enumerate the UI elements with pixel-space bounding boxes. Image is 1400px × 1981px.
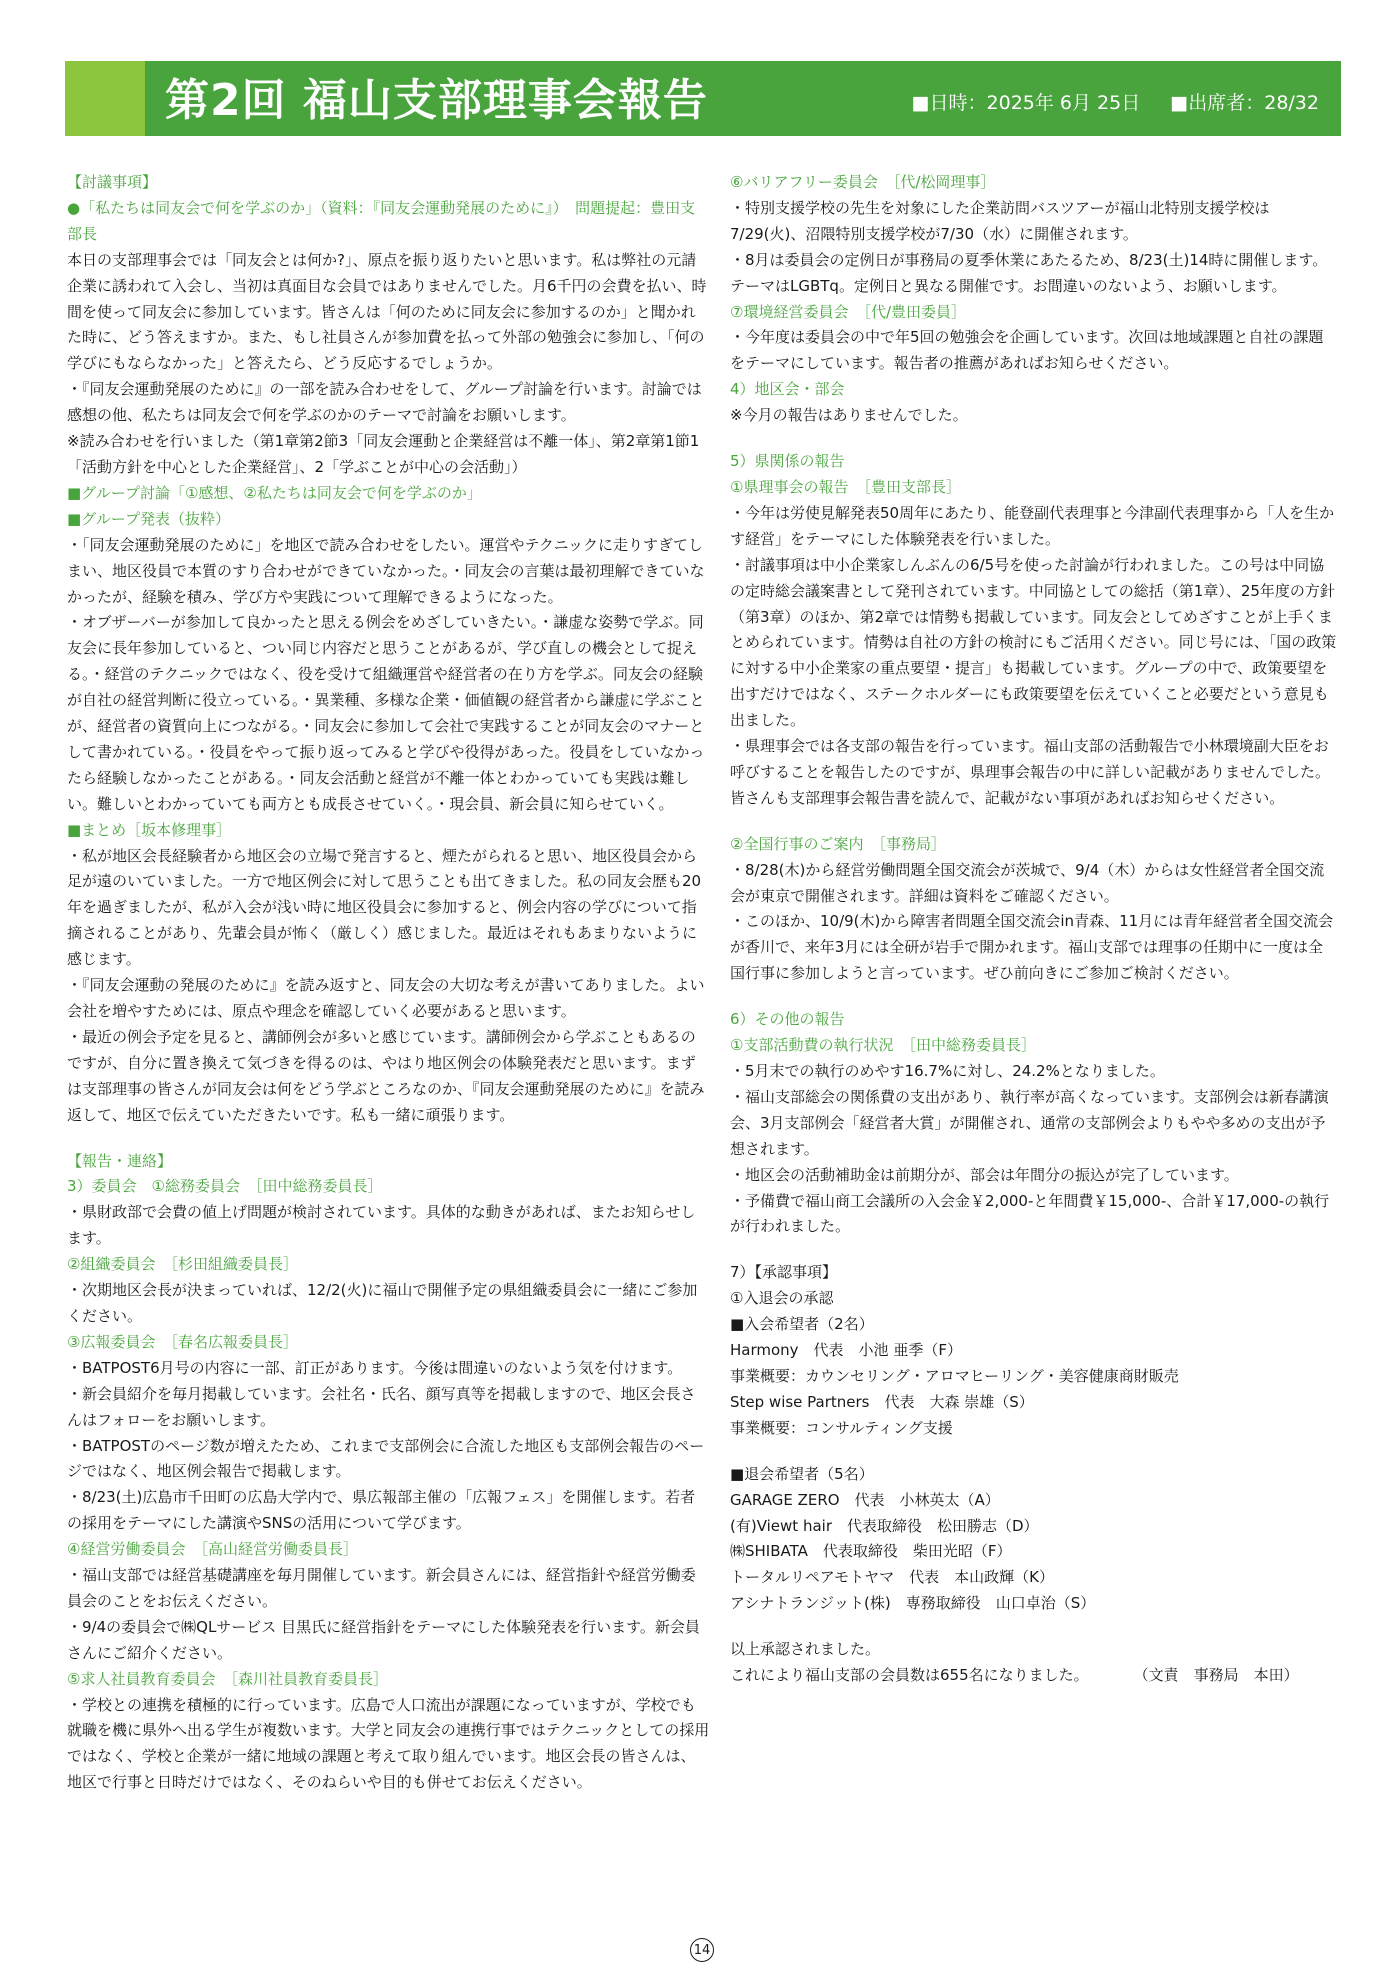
section-heading: ①県理事会の報告 ［豊田支部長］ — [730, 477, 961, 496]
body-paragraph: ・次期地区会長が決まっていれば、12/2(火)に福山で開催予定の県組織委員会に一緒にご参加ください。 — [67, 1281, 698, 1325]
header-accent-block — [65, 61, 145, 136]
section-heading: 6）その他の報告 — [730, 1010, 845, 1029]
meeting-meta — [888, 61, 1319, 136]
body-paragraph: ㈱SHIBATA 代表取締役 柴田光昭（F） — [730, 1542, 1012, 1561]
section-heading: 【討議事項】 — [67, 173, 158, 191]
body-paragraph: ・オブザーバーが参加して良かったと思える例会をめざしていきたい。・謙虚な姿勢で学ぶ。同友会に長年参加していると、つい同じ内容だと思うことがあるが、学び直しの機会として捉える。・経営のテクニックではなく、役を受けて組織運営や経営者の在り方を学ぶ。同友会の経験が自社の経営判断に役立っている。・異業種、多様な企業・価値観の経営者から謙虚に学ぶことが、経営者の資質向上につながる。・同友会に参加して会社で実践することが同友会のマナーとして書かれている。・役員をやって振り返ってみると学びや役得があった。役員をしていなかったら経験しなかったことがある。・同友会活動と経営が不離一体とわかっていても実践は難しい。難しいとわかっていても両方とも成長させていく。・現会員、新会員に知らせていく。 — [67, 613, 705, 813]
body-paragraph: ・今年は労使見解発表50周年にあたり、能登副代表理事と今津副代表理事から「人を生かす経営」をテーマにした体験発表を行いました。 — [730, 503, 1335, 548]
section-heading: ⑦環境経営委員会 ［代/豊田委員］ — [730, 302, 967, 321]
section-heading: ■グループ発表（抜粋） — [67, 509, 230, 528]
page-title: 第2回 福山支部理事会報告 — [165, 75, 708, 126]
body-paragraph: ・『同友会運動の発展のために』を読み返すと、同友会の大切な考えが書いてありました。よい会社を増やすためには、原点や理念を確認していく必要があると思います。 — [67, 976, 705, 1020]
body-paragraph: アシナトランジット(株) 専務取締役 山口卓治（S） — [730, 1594, 1096, 1613]
body-paragraph: GARAGE ZERO 代表 小林英太（A） — [730, 1490, 1000, 1509]
attendance-count: ■出席者：28/32 — [1170, 92, 1319, 114]
body-paragraph: ・「同友会運動発展のために」を地区で読み合わせをしたい。運営やテクニックに走りすぎてしまい、地区役員で本質のすり合わせができていなかった。・同友会の言葉は最初理解できていなかったが、経験を積み、学び方や実践について理解できるようになった。 — [67, 535, 705, 606]
section-heading: ②全国行事のご案内 ［事務局］ — [730, 834, 946, 853]
section-heading: ②組織委員会 ［杉田組織委員長］ — [67, 1255, 298, 1274]
section-heading: ④経営労働委員会 ［高山経営労働委員長］ — [67, 1540, 358, 1559]
report-header — [65, 61, 1341, 136]
body-paragraph: ・討議事項は中小企業家しんぶんの6/5号を使った討論が行われました。この号は中同協の定時総会議案書として発刊されています。中同協としての総括（第1章）、25年度の方針（第3章）のほか、第2章では情勢も掲載しています。同友会としてめざすことが上手くまとめられています。情勢は自社の方針の検討にもご活用ください。同じ号には、「国の政策に対する中小企業家の重点要望・提言」も掲載しています。グループの中で、政策要望を出すだけではなく、ステークホルダーにも政策要望を伝えていくこと必要だという意見も出ました。 — [730, 555, 1337, 730]
section-heading: ⑤求人社員教育委員会 ［森川社員教育委員長］ — [67, 1669, 388, 1688]
body-paragraph: ・地区会の活動補助金は前期分が、部会は年間分の振込が完了しています。 — [730, 1165, 1239, 1184]
body-paragraph: 事業概要：コンサルティング支援 — [730, 1418, 953, 1437]
body-paragraph: ・今年度は委員会の中で年5回の勉強会を企画しています。次回は地域課題と自社の課題をテーマにしています。報告者の推薦があればお知らせください。 — [730, 328, 1324, 373]
body-paragraph: ・県理事会では各支部の報告を行っています。福山支部の活動報告で小林環境副大臣をお呼びすることを報告したのですが、県理事会報告の中に詳しい記載がありませんでした。皆さんも支部理事会報告書を読んで、記載がない事項があればお知らせください。 — [730, 737, 1331, 807]
body-paragraph: ※読み合わせを行いました（第1章第2節3「同友会運動と企業経営は不離一体」、第2章第1節1「活動方針を中心とした企業経営」、2「学ぶことが中心の会活動」） — [67, 432, 700, 476]
body-paragraph: ・このほか、10/9(木)から障害者問題全国交流会in青森、11月には青年経営者全国交流会が香川で、来年3月には全研が岩手で開かれます。福山支部では理事の任期中に一度は全国行事に参加しようと言っています。ぜひ前向きにご参加ご検討ください。 — [730, 912, 1334, 983]
section-heading: 3）委員会 ①総務委員会 ［田中総務委員長］ — [67, 1177, 383, 1196]
section-heading: 5）県関係の報告 — [730, 452, 845, 471]
body-paragraph: トータルリペアモトヤマ 代表 本山政輝（K） — [730, 1568, 1054, 1587]
section-heading: ■まとめ［坂本修理事］ — [67, 820, 232, 839]
body-paragraph: ・5月末での執行のめやす16.7%に対し、24.2%となりました。 — [730, 1062, 1165, 1080]
body-paragraph: ・学校との連携を積極的に行っています。広島で人口流出が課題になっていますが、学校でも就職を機に県外へ出る学生が複数います。大学と同友会の連携行事ではテクニックとしての採用ではなく、学校と企業が一緒に地域の課題と考えて取り組んでいます。地区会長の皆さんは、地区で行事と日時だけではなく、そのねらいや目的も併せてお伝えください。 — [67, 1695, 710, 1792]
paragraph-spacer — [730, 429, 1338, 449]
body-paragraph: ・『同友会運動発展のために』の一部を読み合わせをして、グループ討論を行います。討論では感想の他、私たちは同友会で何を学ぶのかのテーマで討論をお願いします。 — [67, 380, 702, 425]
body-paragraph: ・特別支援学校の先生を対象にした企業訪問バスツアーが福山北特別支援学校は7/29(火)、沼隈特別支援学校が7/30（水）に開催されます。 — [730, 198, 1270, 243]
body-paragraph: ■入会希望者（2名） — [730, 1315, 874, 1334]
body-paragraph: 本日の支部理事会では「同友会とは何か?」、原点を振り返りたいと思います。私は弊社の元請企業に誘われて入会し、当初は真面目な会員ではありませんでした。月6千円の会費を払い、時間を使って同友会に参加しています。皆さんは「何のために同友会に参加するのか」と聞かれた時に、どう答えますか。また、もし社員さんが参加費を払って外部の勉強会に参加し、「何の学びにもならなかった」と答えたら、どう反応するでしょうか。 — [67, 250, 707, 373]
body-paragraph: ①入退会の承認 — [730, 1289, 834, 1308]
section-heading: ●「私たちは同友会で何を学ぶのか」（資料：『同友会運動発展のために』） 問題提起：豊田支部長 — [67, 198, 696, 243]
body-paragraph: 事業概要：カウンセリング・アロマヒーリング・美容健康商財販売 — [730, 1366, 1179, 1385]
body-paragraph: 以上承認されました。 — [730, 1640, 881, 1659]
paragraph-spacer — [67, 1129, 710, 1149]
body-paragraph: Step wise Partners 代表 大森 崇雄（S） — [730, 1392, 1034, 1411]
body-paragraph: これにより福山支部の会員数は655名になりました。 （文責 事務局 本田） — [730, 1666, 1299, 1685]
body-paragraph: ・BATPOSTのページ数が増えたため、これまで支部例会に合流した地区も支部例会報告のページではなく、地区例会報告で掲載します。 — [67, 1436, 705, 1481]
body-paragraph: ・8/28(木)から経営労働問題全国交流会が茨城で、9/4（木）からは女性経営者全国交流会が東京で開催されます。詳細は資料をご確認ください。 — [730, 860, 1325, 905]
body-paragraph: 7）【承認事項】 — [730, 1263, 838, 1282]
left-column — [67, 170, 710, 1796]
body-paragraph: ・県財政部で会費の値上げ問題が検討されています。具体的な動きがあれば、またお知らせします。 — [67, 1203, 696, 1248]
paragraph-spacer — [730, 1442, 1338, 1462]
body-paragraph: ■退会希望者（5名） — [730, 1464, 874, 1483]
section-heading: ③広報委員会 ［春名広報委員長］ — [67, 1332, 298, 1351]
body-paragraph: (有)Viewt hair 代表取締役 松田勝志（D） — [730, 1516, 1039, 1535]
section-heading: 4）地区会・部会 — [730, 380, 845, 399]
body-paragraph: ・最近の例会予定を見ると、講師例会が多いと感じています。講師例会から学ぶこともあるのですが、自分に置き換えて気づきを得るのは、やはり地区例会の体験発表だと思います。まずは支部理事の皆さんが同友会は何をどう学ぶところなのか、『同友会運動発展のために』を読み返して、地区で伝えていただきたいです。私も一緒に頑張ります。 — [67, 1027, 705, 1124]
body-paragraph: ・BATPOST6月号の内容に一部、訂正があります。今後は間違いのないよう気を付けます。 — [67, 1358, 683, 1377]
section-heading: ⑥バリアフリー委員会 ［代/松岡理事］ — [730, 173, 996, 191]
body-paragraph: ※今月の報告はありませんでした。 — [730, 406, 968, 425]
paragraph-spacer — [730, 1617, 1338, 1637]
body-paragraph: ・新会員紹介を毎月掲載しています。会社名・氏名、顔写真等を掲載しますので、地区会長さんはフォローをお願いします。 — [67, 1384, 696, 1429]
paragraph-spacer — [730, 987, 1338, 1007]
body-paragraph: Harmony 代表 小池 亜季（F） — [730, 1341, 962, 1360]
body-paragraph: ・福山支部総会の関係費の支出があり、執行率が高くなっています。支部例会は新春講演会、3月支部例会「経営者大賞」が開催され、通常の支部例会よりもやや多めの支出が予想されます。 — [730, 1087, 1329, 1158]
section-heading: ①支部活動費の執行状況 ［田中総務委員長］ — [730, 1036, 1036, 1055]
paragraph-spacer — [730, 812, 1338, 832]
body-paragraph: ・8月は委員会の定例日が事務局の夏季休業にあたるため、8/23(土)14時に開催します。テーマはLGBTq。定例日と異なる開催です。お間違いのないよう、お願いします。 — [730, 250, 1328, 295]
body-paragraph: ・福山支部では経営基礎講座を毎月開催しています。新会員さんには、経営指針や経営労働委員会のことをお伝えください。 — [67, 1566, 696, 1610]
meeting-date: ■日時：2025年 6月 25日 — [911, 92, 1141, 114]
body-paragraph: ・予備費で福山商工会議所の入会金￥2,000-と年間費￥15,000-、合計￥17,000-の執行が行われました。 — [730, 1191, 1330, 1236]
page-number: 14 — [690, 1938, 714, 1962]
section-heading: 【報告・連絡】 — [67, 1151, 173, 1170]
body-paragraph: ・9/4の委員会で㈱QLサービス 目黒氏に経営指針をテーマにした体験発表を行います。新会員さんにご紹介ください。 — [67, 1617, 700, 1662]
paragraph-spacer — [730, 1240, 1338, 1260]
body-paragraph: ・私が地区会長経験者から地区会の立場で発言すると、煙たがられると思い、地区役員会から足が遠のいていました。一方で地区例会に対して思うことも出てきました。私の同友会歴も20年を過ぎましたが、私が入会が浅い時に地区役員会に参加すると、例会内容の学びについて指摘されることがあり、先輩会員が怖く（厳しく）感じました。最近はそれもあまりないように感じます。 — [67, 846, 702, 969]
body-paragraph: ・8/23(土)広島市千田町の広島大学内で、県広報部主催の「広報フェス」を開催します。若者の採用をテーマにした講演やSNSの活用について学びます。 — [67, 1488, 696, 1533]
section-heading: ■グループ討論「①感想、②私たちは同友会で何を学ぶのか」 — [67, 483, 482, 502]
right-column — [730, 170, 1338, 1689]
